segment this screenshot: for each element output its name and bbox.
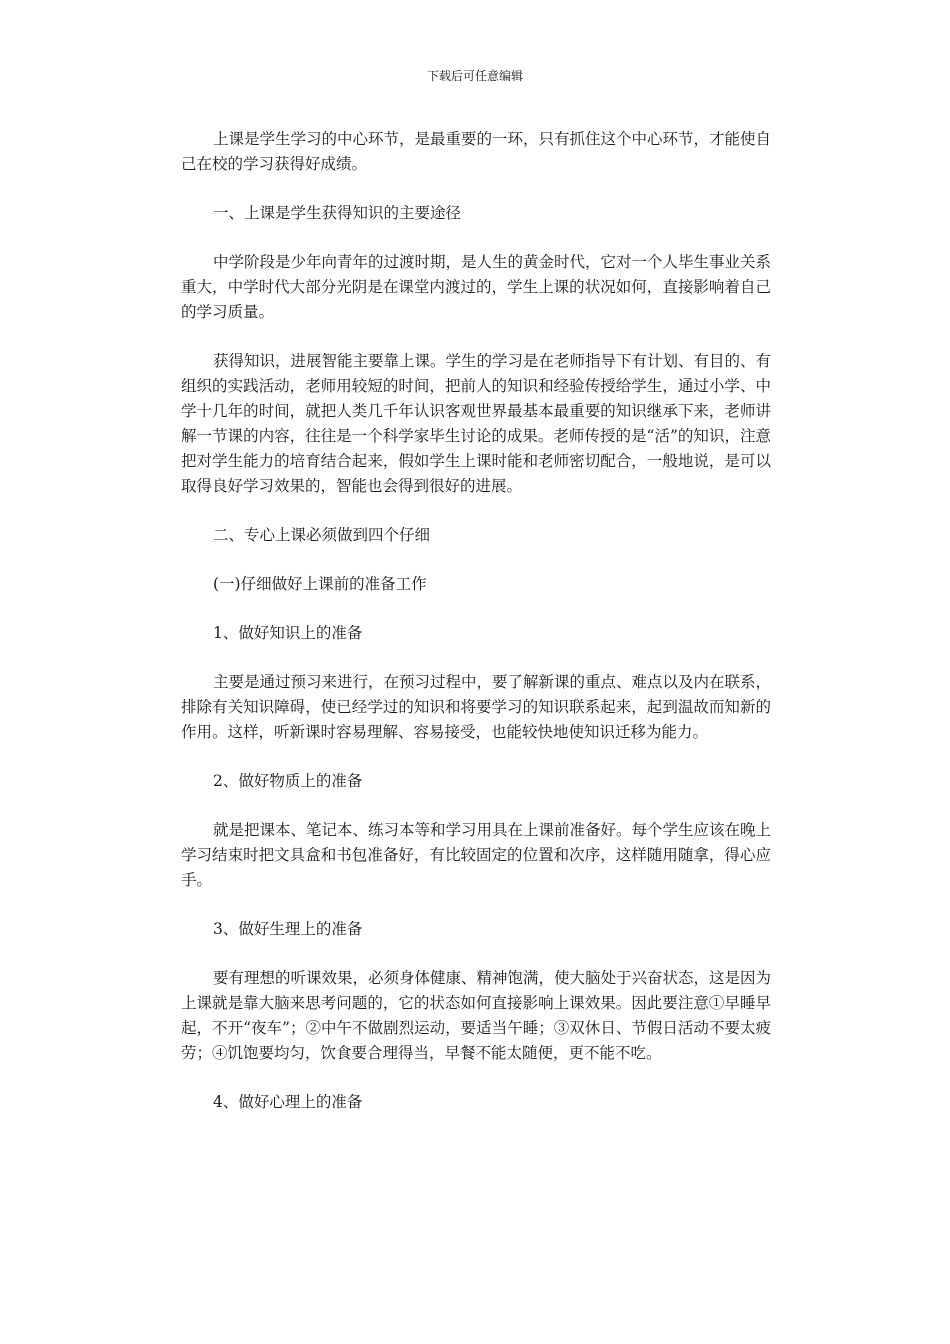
document-body: [181, 127, 771, 1139]
paragraph-middle-school: 中学阶段是少年向青年的过渡时期，是人生的黄金时代，它对一个人毕生事业关系重大，中学时代大部分光阴是在课堂内渡过的，学生上课的状况如何，直接影响着自己的学习质量。: [181, 253, 772, 321]
paragraph-intro: 上课是学生学习的中心环节，是最重要的一环，只有抓住这个中心环节，才能使自己在校的学习获得好成绩。: [181, 130, 772, 173]
item-heading-physical: 3、做好生理上的准备: [213, 920, 363, 938]
page-header: 下载后可任意编辑: [426, 69, 523, 83]
section-heading-2: 二、专心上课必须做到四个仔细: [213, 526, 431, 544]
subsection-heading-1: (一)仔细做好上课前的准备工作: [213, 575, 427, 593]
paragraph-physical: 要有理想的听课效果，必须身体健康、精神饱满，使大脑处于兴奋状态，这是因为上课就是靠大脑来思考问题的，它的状态如何直接影响上课效果。因此要注意①早睡早起，不开“夜车”；②中午不做剧烈运动，要适当午睡；③双休日、节假日活动不要太疲劳；④饥饱要均匀，饮食要合理得当，早餐不能太随便，更不能不吃。: [181, 969, 772, 1062]
paragraph-materials: 就是把课本、笔记本、练习本等和学习用具在上课前准备好。每个学生应该在晚上学习结束时把文具盒和书包准备好，有比较固定的位置和次序，这样随用随拿，得心应手。: [181, 821, 772, 889]
item-heading-knowledge: 1、做好知识上的准备: [213, 624, 363, 642]
item-heading-material: 2、做好物质上的准备: [213, 772, 363, 790]
paragraph-acquire-knowledge: 获得知识，进展智能主要靠上课。学生的学习是在老师指导下有计划、有目的、有组织的实践活动，老师用较短的时间，把前人的知识和经验传授给学生，通过小学、中学十几年的时间，就把人类几千年认识客观世界最基本最重要的知识继承下来，老师讲解一节课的内容，往往是一个科学家毕生讨论的成果。老师传授的是“活”的知识，注意把对学生能力的培育结合起来，假如学生上课时能和老师密切配合，一般地说，是可以取得良好学习效果的，智能也会得到很好的进展。: [181, 352, 772, 495]
item-heading-mental: 4、做好心理上的准备: [213, 1093, 363, 1111]
paragraph-preview: 主要是通过预习来进行，在预习过程中，要了解新课的重点、难点以及内在联系，排除有关知识障碍，使已经学过的知识和将要学习的知识联系起来，起到温故而知新的作用。这样，听新课时容易理解、容易接受，也能较快地使知识迁移为能力。: [181, 673, 772, 741]
section-heading-1: 一、上课是学生获得知识的主要途径: [213, 204, 462, 222]
